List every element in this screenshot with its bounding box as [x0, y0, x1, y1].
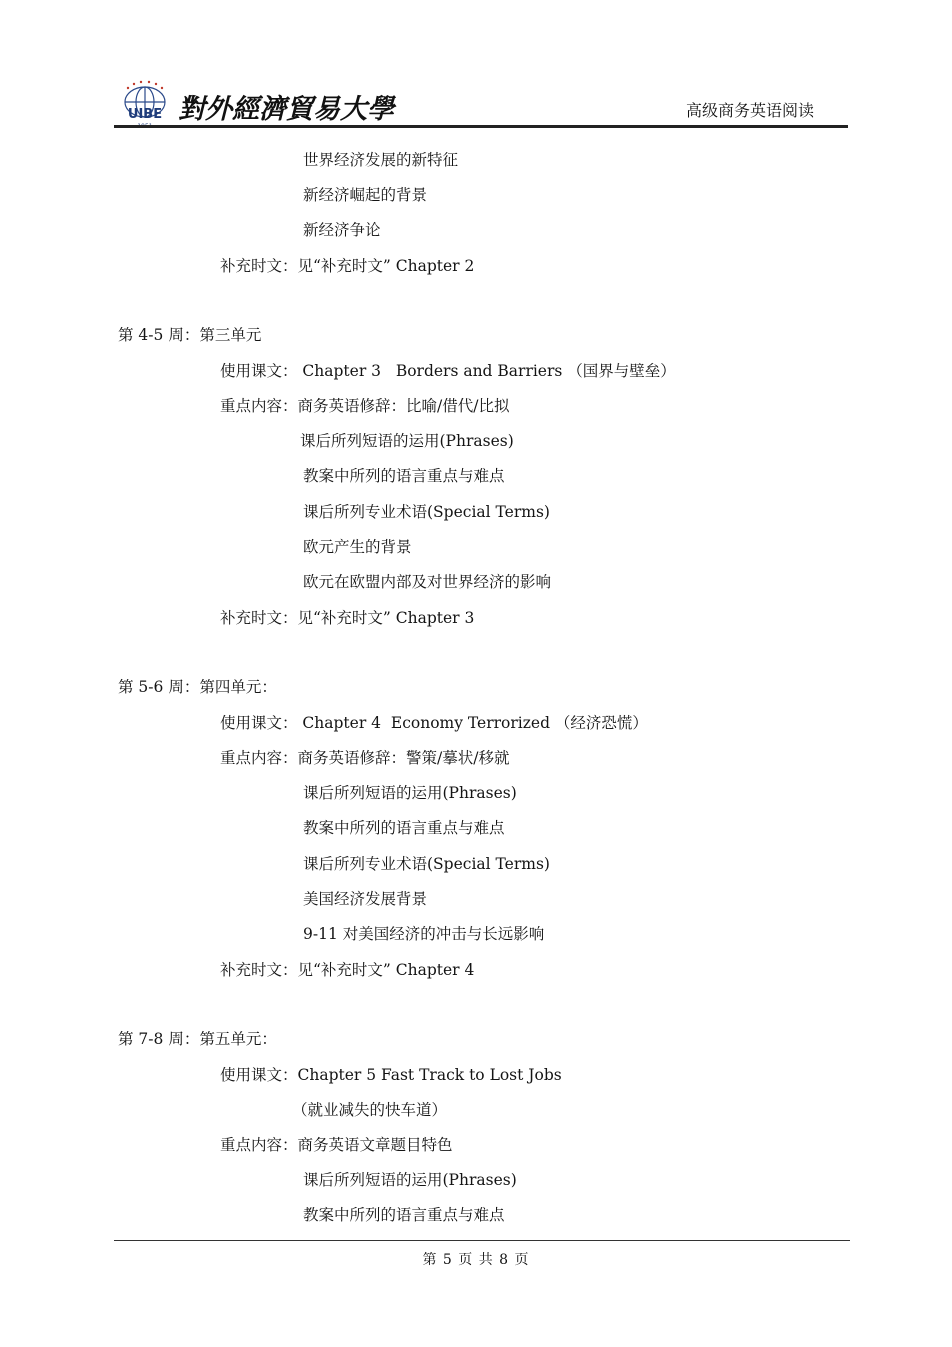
body-line: 课后所列短语的运用(Phrases)	[303, 1171, 517, 1189]
body-line: 美国经济发展背景	[303, 890, 428, 908]
university-emblem-icon	[114, 78, 176, 130]
body-line: 重点内容：商务英语修辞：比喻/借代/比拟	[220, 397, 510, 415]
page-header	[114, 78, 848, 130]
body-line: 补充时文：见“补充时文” Chapter 2	[220, 257, 475, 275]
header-rule	[114, 125, 848, 128]
body-line: 欧元在欧盟内部及对世界经济的影响	[303, 573, 552, 591]
logo-initials: UIBE	[127, 107, 163, 122]
body-line: 使用课文： Chapter 3 Borders and Barriers （国界与壁垒）	[220, 362, 676, 380]
body-line: 欧元产生的背景	[303, 538, 412, 556]
body-line: 课后所列专业术语(Special Terms)	[303, 855, 550, 873]
page-number: 第 5 页 共 8 页	[422, 1252, 530, 1268]
body-line: 教案中所列的语言重点与难点	[303, 467, 505, 485]
body-line: 重点内容：商务英语修辞：警策/摹状/移就	[220, 749, 510, 767]
university-name: 對外經濟貿易大學	[178, 94, 394, 125]
body-line: 教案中所列的语言重点与难点	[303, 1206, 505, 1224]
week-heading: 第 4-5 周：第三单元	[118, 326, 262, 344]
body-line: 世界经济发展的新特征	[303, 151, 459, 169]
week-heading: 第 5-6 周：第四单元：	[118, 678, 277, 696]
university-name-calligraphy-icon	[178, 90, 478, 126]
body-line: 课后所列短语的运用(Phrases)	[300, 432, 514, 450]
body-line: 9-11 对美国经济的冲击与长远影响	[303, 925, 545, 943]
body-line: 重点内容：商务英语文章题目特色	[220, 1136, 453, 1154]
body-line: 课后所列专业术语(Special Terms)	[303, 503, 550, 521]
body-line: 使用课文：Chapter 5 Fast Track to Lost Jobs	[220, 1066, 562, 1084]
body-line: 教案中所列的语言重点与难点	[303, 819, 505, 837]
week-heading: 第 7-8 周：第五单元：	[118, 1030, 277, 1048]
body-line: 使用课文： Chapter 4 Economy Terrorized （经济恐慌）	[220, 714, 648, 732]
body-line: 课后所列短语的运用(Phrases)	[303, 784, 517, 802]
footer-rule	[114, 1240, 850, 1241]
course-title: 高级商务英语阅读	[685, 101, 814, 120]
body-line: 新经济争论	[303, 221, 381, 239]
body-line: 新经济崛起的背景	[303, 186, 428, 204]
body-line: 补充时文：见“补充时文” Chapter 3	[220, 609, 475, 627]
body-line: 补充时文：见“补充时文” Chapter 4	[220, 961, 475, 979]
body-line: （就业减失的快车道）	[292, 1101, 448, 1119]
